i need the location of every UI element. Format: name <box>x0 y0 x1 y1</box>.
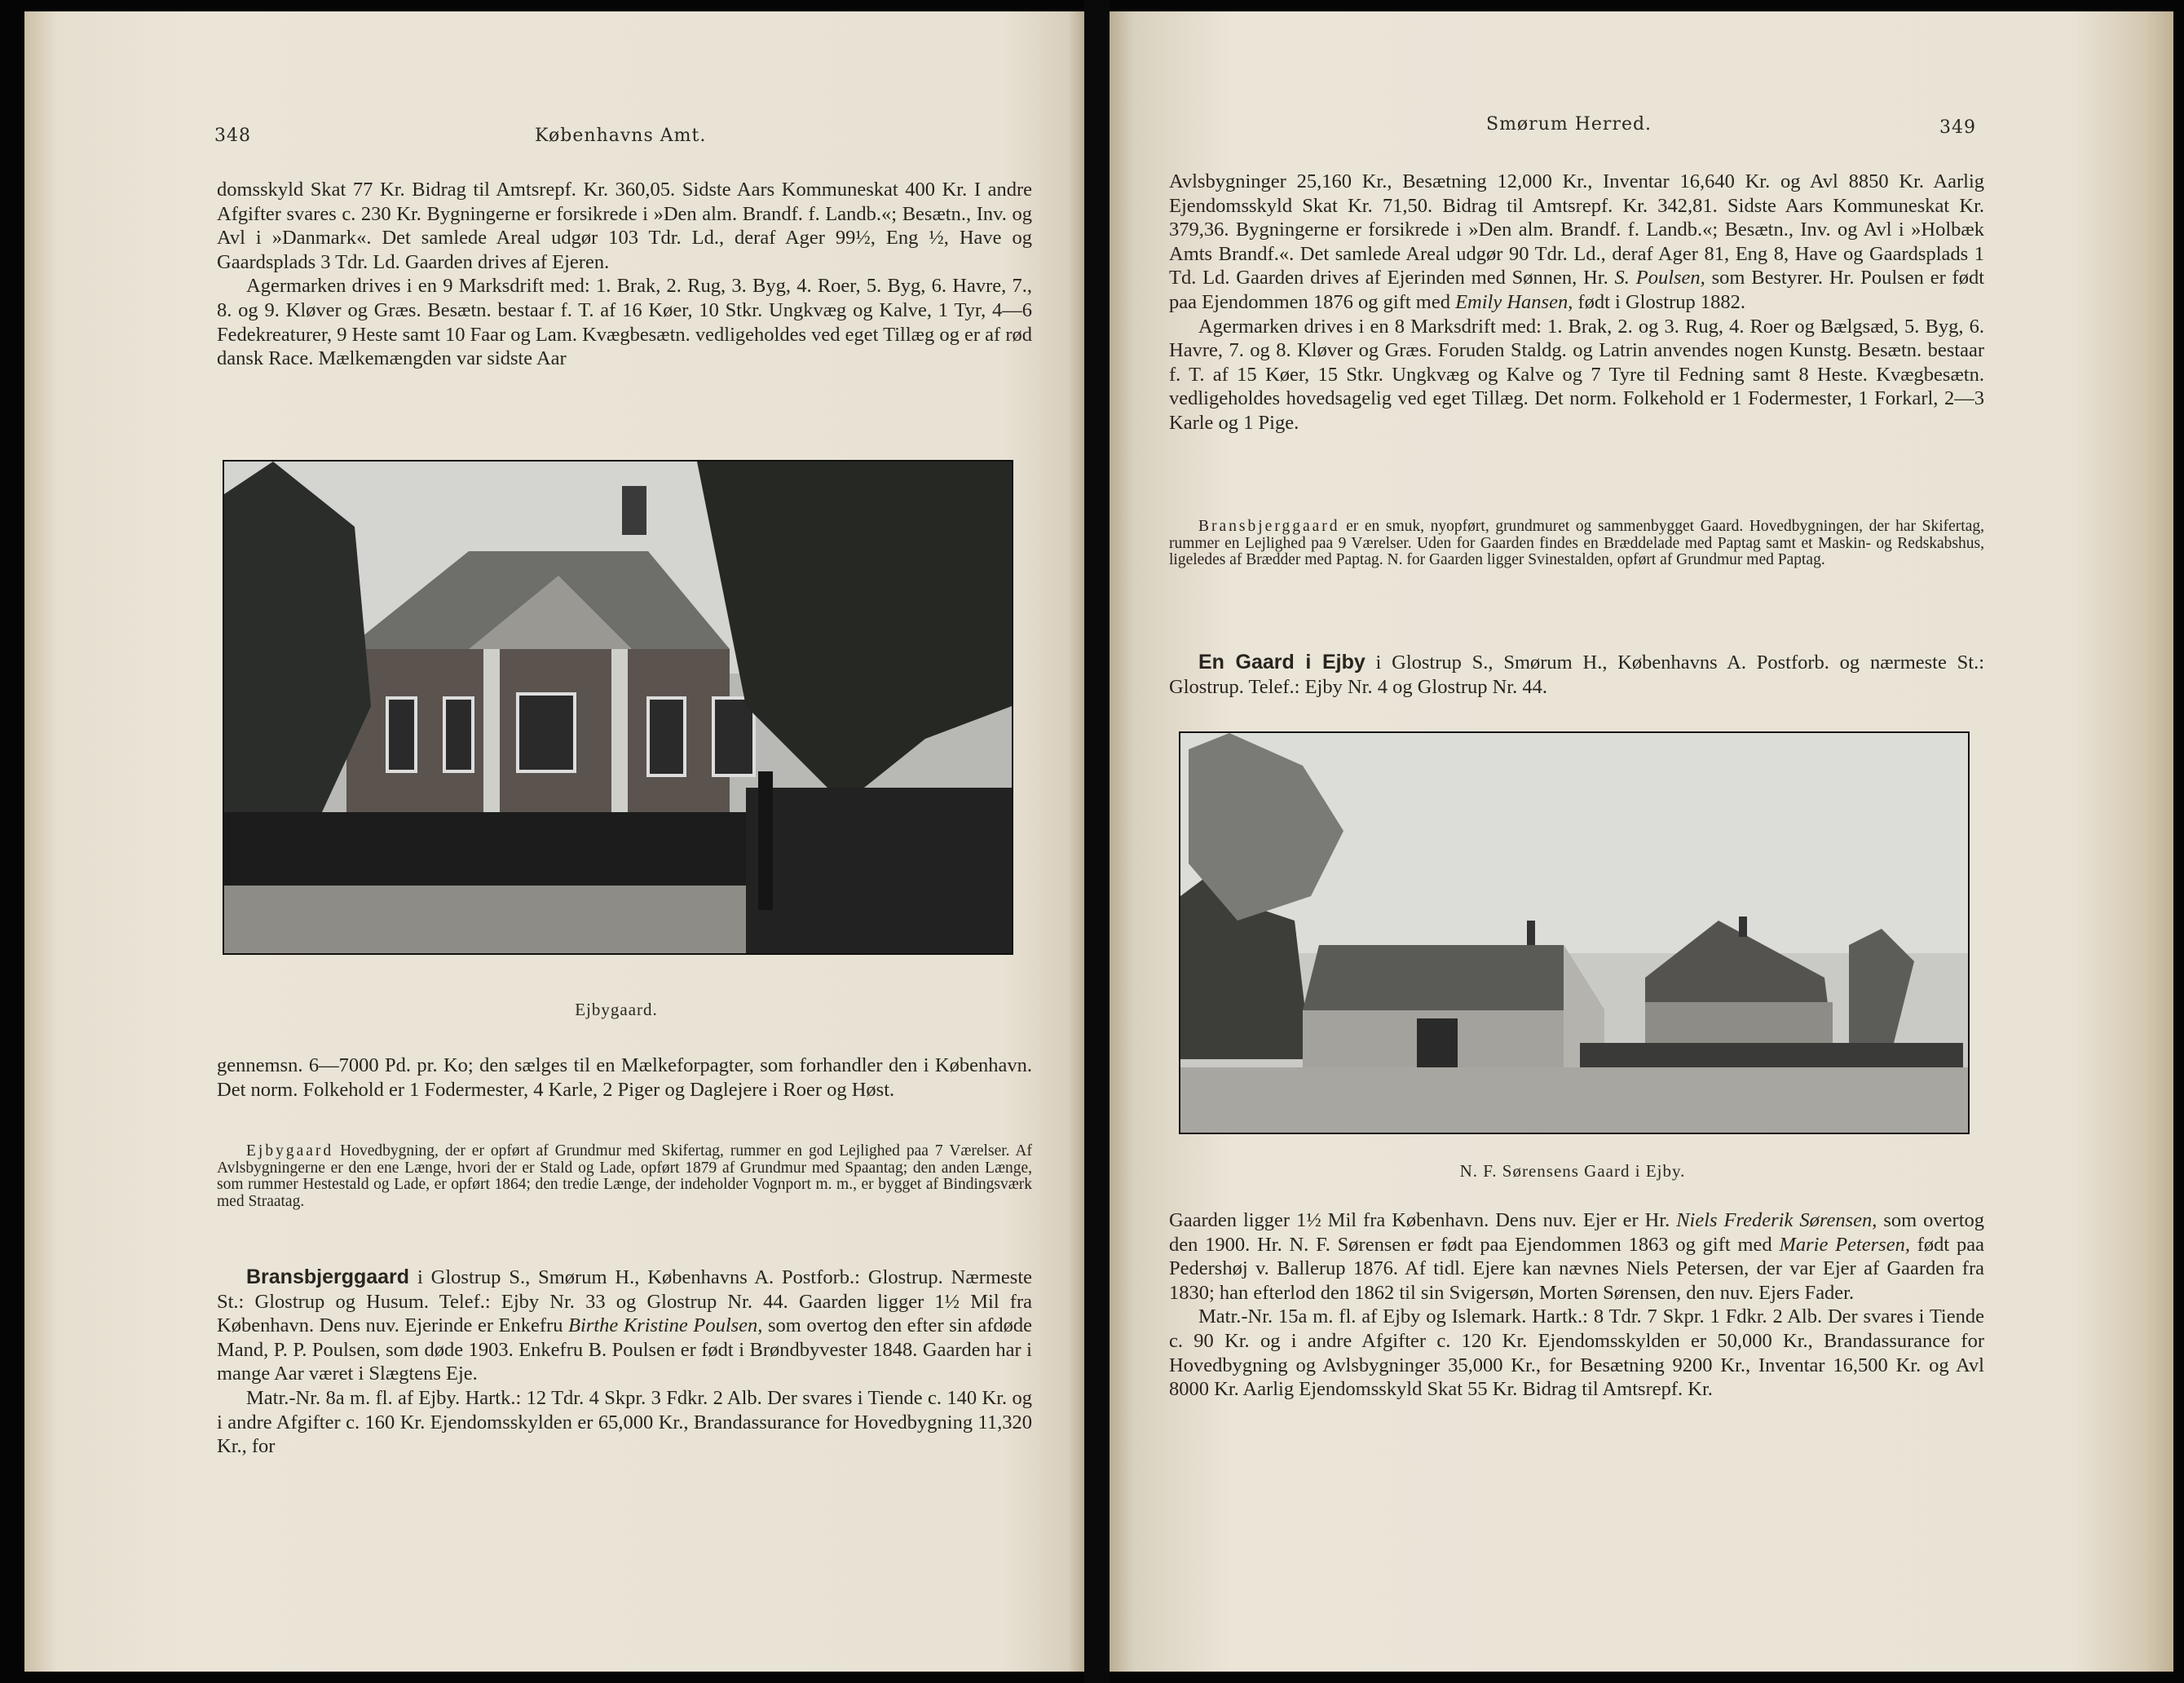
text-block-top <box>1169 170 1984 435</box>
small-paragraph: Hovedbygning, der er opført af Grundmur med Skifertag, rummer en god Lejlighed paa 7 Værelser. Af Avlsbygningerne er den ene Længe, hvori der er Stald og Lade, opført 1879 af Grundmur med Spaantag; den anden Længe, som rummer Hestestald og Lade, er opført 1864; den tredie Længe, der indeholder Vognport m. m., er bygget af Bindingsværk med Straatag. <box>217 1142 1033 1210</box>
person-name: Niels Frederik Sørensen, <box>1676 1209 1877 1231</box>
photo-caption: Ejbygaard. <box>575 1000 658 1019</box>
paragraph: gennemsn. 6—7000 Pd. pr. Ko; den sælges til en Mælkeforpagter, som forhandler den i København. Det norm. Folkehold er 1 Fodermester, 4 Karle, 2 Piger og Daglejere i Roer og Høst. <box>217 1054 1032 1101</box>
spaced-name: Bransbjerggaard <box>1198 518 1340 535</box>
paragraph-text: Avlsbygninger 25,160 Kr., Besætning 12,000 Kr., Inventar 16,640 Kr. og Avl 8850 Kr. Aarlig Ejendomsskyld Skat Kr. 71,50. Bidrag til Amtsrepf. Kr. 342,81. Sidste Aars Kommuneskat Kr. 379,36. Bygningerne er forsikrede i »Den alm. Brandf. f. Landb.«; Besætn., Inv. og Avl i »Holbæk Amts Brandf.«. Det samlede Areal udgør 90 Tdr. Ld., deraf Ager 81, Eng 8, Have og Gaardsplads 1 Td. Ld. Gaarden drives af Ejerinden med Sønnen, Hr. <box>1169 170 1984 289</box>
sorensens-gaard-photo <box>1179 731 1970 1134</box>
person-name: S. Poulsen, <box>1614 267 1705 289</box>
paragraph: domsskyld Skat 77 Kr. Bidrag til Amtsrepf. Kr. 360,05. Sidste Aars Kommuneskat 400 Kr. I andre Afgifter svares c. 230 Kr. Bygningerne er forsikrede i »Den alm. Brandf. f. Landb.«; Besætn., Inv. og Avl i »Danmark«. Det samlede Areal udgør 103 Tdr. Ld., deraf Ager 99½, Eng ½, Have og Gaardsplads 3 Tdr. Ld. Gaarden drives af Ejeren. <box>217 179 1032 273</box>
left-page <box>24 11 1084 1672</box>
text-block-top <box>217 178 1032 371</box>
owner-name: Birthe Kristine Poulsen, <box>568 1314 763 1337</box>
person-name: Emily Hansen, <box>1455 290 1573 313</box>
text-block-bottom <box>1169 1208 1984 1402</box>
page-number: 349 <box>1939 117 1976 138</box>
small-print-block <box>217 1143 1032 1210</box>
entry-title: En Gaard i Ejby <box>1198 651 1366 674</box>
entry-text: som overtog den efter sin afdøde Mand, P. P. Poulsen, som døde 1903. Enkefru B. Poulsen er født i Brøndbyvester 1848. Gaarden har i mange Aar været i Slægtens Eje. <box>217 1314 1033 1385</box>
book-spine-gap <box>1084 0 1110 1683</box>
paragraph: Agermarken drives i en 9 Marksdrift med: 1. Brak, 2. Rug, 3. Byg, 4. Roer, 5. Byg, 6. Havre, 7., 8. og 9. Kløver og Græs. Besætn. bestaar f. T. af 16 Køer, 10 Stkr. Ungkvæg og Kalve, 1 Tyr, 4—6 Fedekreaturer, 9 Heste samt 10 Faar og Lam. Kvægbesætn. vedligeholdes ved eget Tillæg og er af rød dansk Race. Mælkemængden var sidste Aar <box>217 275 1032 370</box>
paragraph-text: født paa Pedershøj v. Ballerup 1876. Af tidl. Ejere kan nævnes Niels Petersen, der var Ejer af Gaarden fra 1830; han efterlod den 1862 til sin Svigersøn, Morten Sørensen, den nuv. Ejers Fader. <box>1169 1233 1985 1304</box>
paragraph: Matr.-Nr. 15a m. fl. af Ejby og Islemark. Hartk.: 8 Tdr. 7 Skpr. 1 Fdkr. 2 Alb. Der svares i Tiende c. 90 Kr. og i andre Afgifter c. 120 Kr. Ejendomsskylden er 50,000 Kr., Brandassurance for Hovedbygning og Avlsbygninger 35,000 Kr., for Besætning 9200 Kr., Inventar 16,500 Kr. og Avl 8000 Kr. Aarlig Ejendomsskyld Skat 55 Kr. Bidrag til Amtsrepf. Kr. <box>1169 1305 1984 1401</box>
entry-block <box>1169 651 1984 699</box>
paragraph: Matr.-Nr. 8a m. fl. af Ejby. Hartk.: 12 Tdr. 4 Skpr. 3 Fdkr. 2 Alb. Der svares i Tiende c. 140 Kr. og i andre Afgifter c. 160 Kr. Ejendomsskylden er 65,000 Kr., Brandassurance for Hovedbygning 11,320 Kr., for <box>217 1386 1032 1458</box>
paragraph-text: Gaarden ligger 1½ Mil fra København. Dens nuv. Ejer er Hr. <box>1169 1209 1670 1231</box>
paragraph: Agermarken drives i en 8 Marksdrift med: 1. Brak, 2. og 3. Rug, 4. Roer og Bælgsæd, 5. Byg, 6. Havre, 7. og 8. Kløver og Græs. Foruden Staldg. og Latrin anvendes nogen Kunstg. Besætn. bestaar f. T. af 15 Køer, 15 Stkr. Ungkvæg og Kalve og 7 Tyre til Fedning samt 8 Heste. Kvægbesætn. vedligeholdes hovedsagelig ved eget Tillæg. Det norm. Folkehold er 1 Fodermester, 1 Forkarl, 2—3 Karle og 1 Pige. <box>1169 315 1984 434</box>
entry-text: i Glostrup S., Smørum H., Københavns A. Postforb.: Glostrup. Nærmeste St.: Glostrup og Husum. Telef.: Ejby Nr. 33 og Glostrup Nr. 44. Gaarden ligger 1½ Mil fra København. Dens nuv. Ejerinde er Enkefru <box>217 1266 1032 1337</box>
small-print-block <box>1169 519 1984 569</box>
small-paragraph: er en smuk, nyopført, grundmuret og sammenbygget Gaard. Hovedbygningen, der har Skifertag, rummer en Lejlighed paa 9 Værelser. Uden for Gaarden findes en Bræddelade med Paptag samt et Maskin- og Redskabshus, ligeledes af Brædder med Paptag. N. for Gaarden ligger Svinestalden, opført af Grundmur med Paptag. <box>1169 518 1984 568</box>
paragraph-text: født i Glostrup 1882. <box>1577 290 1745 313</box>
entry-title: Bransbjerggaard <box>246 1266 410 1288</box>
photo-caption: N. F. Sørensens Gaard i Ejby. <box>1459 1161 1686 1181</box>
person-name: Marie Petersen, <box>1779 1233 1910 1256</box>
running-head: Smørum Herred. <box>1486 114 1652 135</box>
text-block-middle <box>217 1054 1032 1102</box>
page-number: 348 <box>214 126 251 146</box>
entry-text: i Glostrup S., Smørum H., Københavns A. Postforb. og nærmeste St.: Glostrup. Telef.: Ejby Nr. 4 og Glostrup Nr. 44. <box>1169 652 1985 698</box>
paragraph-text: som Bestyrer. Hr. Poulsen er født paa Ejendommen 1876 og gift med <box>1169 267 1984 313</box>
paragraph-text: som overtog den 1900. Hr. N. F. Sørensen er født paa Ejendommen 1863 og gift med <box>1169 1209 1985 1256</box>
right-page <box>1110 11 2173 1672</box>
text-block-bottom <box>217 1266 1032 1459</box>
spaced-name: Ejbygaard <box>246 1142 334 1160</box>
ejbygaard-photo <box>223 460 1013 955</box>
running-head: Københavns Amt. <box>535 126 707 146</box>
